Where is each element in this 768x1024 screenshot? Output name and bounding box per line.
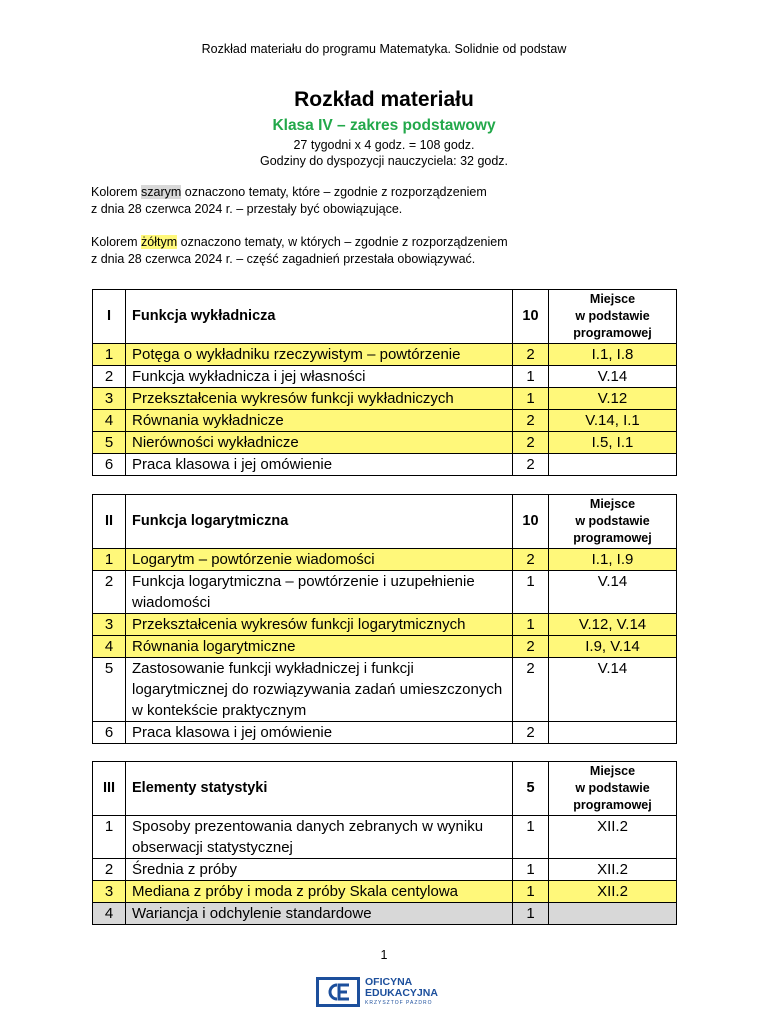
row-hours: 1	[513, 881, 549, 903]
ref-header-line3: programowej	[573, 326, 652, 340]
row-reference: I.1, I.8	[549, 344, 677, 366]
row-number: 3	[93, 881, 126, 903]
row-number: 1	[93, 816, 126, 859]
row-hours: 1	[513, 571, 549, 614]
section-header-row	[93, 495, 677, 549]
row-hours: 1	[513, 614, 549, 636]
row-reference: I.1, I.9	[549, 549, 677, 571]
row-topic: Logarytm – powtórzenie wiadomości	[126, 549, 513, 571]
ref-header-line2: w podstawie	[575, 514, 650, 528]
publisher-logo-icon	[316, 977, 360, 1007]
row-hours: 2	[513, 658, 549, 722]
legend-gray-text-a: oznaczono tematy, które – zgodnie z rozporządzeniem	[181, 185, 487, 199]
table-row	[93, 432, 677, 454]
table-row	[93, 571, 677, 614]
section-number: II	[93, 495, 126, 549]
logo-line-2: EDUKACYJNA	[365, 986, 438, 999]
table-row	[93, 881, 677, 903]
row-reference: I.9, V.14	[549, 636, 677, 658]
section-number: III	[93, 762, 126, 816]
document-subtitle: Klasa IV – zakres podstawowy	[272, 117, 496, 134]
row-topic: Zastosowanie funkcji wykładniczej i funkcji logarytmicznej do rozwiązywania zadań umieszczonych w kontekście praktycznym	[126, 658, 513, 722]
section-table-1	[92, 289, 677, 476]
row-hours: 2	[513, 432, 549, 454]
reference-column-header	[549, 290, 677, 344]
row-topic: Przekształcenia wykresów funkcji wykładniczych	[126, 388, 513, 410]
row-reference: XII.2	[549, 881, 677, 903]
row-hours: 1	[513, 816, 549, 859]
row-topic: Nierówności wykładnicze	[126, 432, 513, 454]
ref-header-line2: w podstawie	[575, 309, 650, 323]
legend-gray-text-b: z dnia 28 czerwca 2024 r. – przestały być obowiązujące.	[91, 202, 403, 216]
section-title: Funkcja logarytmiczna	[126, 495, 513, 549]
section-number: I	[93, 290, 126, 344]
row-topic: Funkcja wykładnicza i jej własności	[126, 366, 513, 388]
ref-header-line1: Miejsce	[589, 764, 636, 778]
table-row	[93, 903, 677, 925]
row-reference: V.12, V.14	[549, 614, 677, 636]
table-row	[93, 859, 677, 881]
row-number: 1	[93, 549, 126, 571]
row-topic: Sposoby prezentowania danych zebranych w wyniku obserwacji statystycznej	[126, 816, 513, 859]
row-hours: 2	[513, 549, 549, 571]
hours-summary	[0, 138, 768, 169]
row-topic: Praca klasowa i jej omówienie	[126, 454, 513, 476]
row-reference: V.14	[549, 658, 677, 722]
row-hours: 1	[513, 903, 549, 925]
legend-yellow-prefix: Kolorem	[91, 235, 142, 249]
page-header: Rozkład materiału do programu Matematyka. Solidnie od podstaw	[201, 42, 567, 56]
row-reference: V.12	[549, 388, 677, 410]
row-number: 4	[93, 903, 126, 925]
table-row	[93, 636, 677, 658]
row-reference: XII.2	[549, 816, 677, 859]
table-row	[93, 722, 677, 744]
row-number: 2	[93, 859, 126, 881]
row-topic: Przekształcenia wykresów funkcji logarytmicznych	[126, 614, 513, 636]
section-header-row	[93, 762, 677, 816]
row-topic: Równania logarytmiczne	[126, 636, 513, 658]
table-row	[93, 658, 677, 722]
legend-gray-mark: szarym	[141, 185, 182, 199]
ref-header-line3: programowej	[573, 798, 652, 812]
row-number: 1	[93, 344, 126, 366]
row-number: 5	[93, 432, 126, 454]
row-topic: Praca klasowa i jej omówienie	[126, 722, 513, 744]
legend-yellow-note	[91, 234, 551, 268]
legend-gray-prefix: Kolorem	[91, 185, 142, 199]
ref-header-line2: w podstawie	[575, 781, 650, 795]
hours-line-teacher: Godziny do dyspozycji nauczyciela: 32 godz.	[259, 153, 509, 168]
ref-header-line3: programowej	[573, 531, 652, 545]
section-hours: 5	[513, 762, 549, 816]
table-row	[93, 614, 677, 636]
legend-yellow-mark: żółtym	[141, 235, 178, 249]
row-number: 3	[93, 614, 126, 636]
legend-yellow-text-b: z dnia 28 czerwca 2024 r. – część zagadnień przestała obowiązywać.	[91, 252, 476, 266]
row-number: 5	[93, 658, 126, 722]
document-title: Rozkład materiału	[294, 88, 474, 111]
row-reference	[549, 903, 677, 925]
table-row	[93, 816, 677, 859]
row-reference: V.14	[549, 571, 677, 614]
row-topic: Równania wykładnicze	[126, 410, 513, 432]
row-topic: Mediana z próby i moda z próby Skala centylowa	[126, 881, 513, 903]
table-row	[93, 410, 677, 432]
ref-header-line1: Miejsce	[589, 292, 636, 306]
row-hours: 1	[513, 388, 549, 410]
section-hours: 10	[513, 290, 549, 344]
hours-line-weeks: 27 tygodni x 4 godz. = 108 godz.	[293, 138, 475, 152]
row-number: 6	[93, 722, 126, 744]
row-topic: Średnia z próby	[126, 859, 513, 881]
row-hours: 1	[513, 366, 549, 388]
reference-column-header	[549, 762, 677, 816]
row-hours: 2	[513, 344, 549, 366]
section-table-3	[92, 761, 677, 925]
row-reference	[549, 454, 677, 476]
table-row	[93, 344, 677, 366]
row-reference	[549, 722, 677, 744]
legend-gray-note	[91, 184, 551, 218]
row-number: 2	[93, 366, 126, 388]
reference-column-header	[549, 495, 677, 549]
publisher-logo	[316, 974, 438, 1010]
ref-header-line1: Miejsce	[589, 497, 636, 511]
row-reference: XII.2	[549, 859, 677, 881]
row-reference: I.5, I.1	[549, 432, 677, 454]
row-topic: Wariancja i odchylenie standardowe	[126, 903, 513, 925]
row-hours: 2	[513, 410, 549, 432]
section-hours: 10	[513, 495, 549, 549]
row-number: 4	[93, 410, 126, 432]
row-number: 6	[93, 454, 126, 476]
section-title: Elementy statystyki	[126, 762, 513, 816]
section-title: Funkcja wykładnicza	[126, 290, 513, 344]
row-hours: 2	[513, 636, 549, 658]
table-row	[93, 366, 677, 388]
table-row	[93, 454, 677, 476]
row-hours: 2	[513, 722, 549, 744]
logo-line-3: KRZYSZTOF PAZDRO	[365, 999, 433, 1006]
row-reference: V.14	[549, 366, 677, 388]
table-row	[93, 549, 677, 571]
row-hours: 2	[513, 454, 549, 476]
section-header-row	[93, 290, 677, 344]
row-topic: Funkcja logarytmiczna – powtórzenie i uzupełnienie wiadomości	[126, 571, 513, 614]
row-topic: Potęga o wykładniku rzeczywistym – powtórzenie	[126, 344, 513, 366]
logo-line-1: OFICYNA	[365, 975, 413, 988]
section-table-2	[92, 494, 677, 744]
row-number: 4	[93, 636, 126, 658]
row-reference: V.14, I.1	[549, 410, 677, 432]
table-row	[93, 388, 677, 410]
row-number: 2	[93, 571, 126, 614]
page-number: 1	[380, 948, 388, 962]
legend-yellow-text-a: oznaczono tematy, w których – zgodnie z rozporządzeniem	[177, 235, 508, 249]
row-hours: 1	[513, 859, 549, 881]
publisher-logo-text	[365, 977, 438, 1008]
row-number: 3	[93, 388, 126, 410]
